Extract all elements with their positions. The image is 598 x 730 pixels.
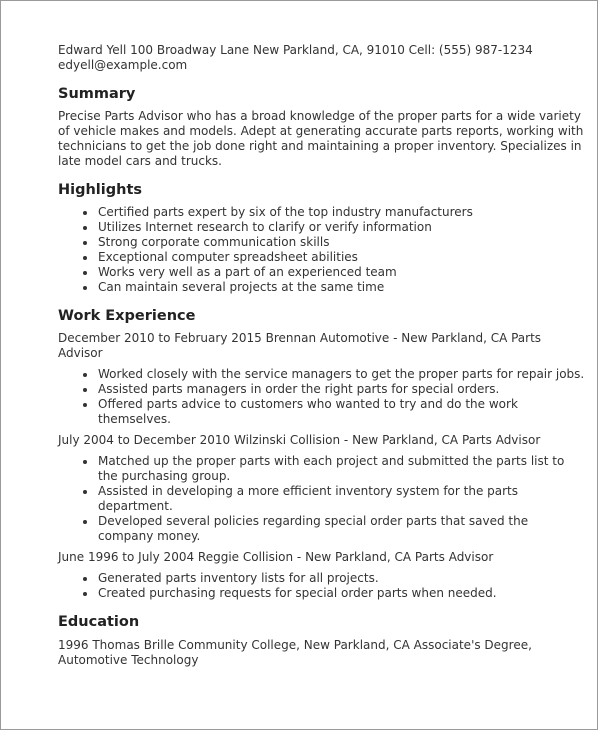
job-bullet: Generated parts inventory lists for all projects. — [98, 571, 586, 586]
job-header: June 1996 to July 2004 Reggie Collision - New Parkland, CA Parts Advisor — [58, 550, 494, 564]
education-text: 1996 Thomas Brille Community College, New Parkland, CA Associate's Degree, Automotive Technology — [58, 638, 532, 667]
summary-heading: Summary — [58, 86, 136, 102]
job-bullet: Offered parts advice to customers who wanted to try and do the work themselves. — [98, 397, 586, 427]
resume-content — [58, 43, 586, 668]
work-experience-heading: Work Experience — [58, 308, 196, 324]
contact-block — [58, 43, 586, 73]
education-heading: Education — [58, 614, 140, 630]
job-bullets — [58, 367, 586, 427]
highlight-item: Strong corporate communication skills — [98, 235, 586, 250]
job-bullet: Created purchasing requests for special order parts when needed. — [98, 586, 586, 601]
highlights-heading: Highlights — [58, 182, 143, 198]
job-bullet: Worked closely with the service managers to get the proper parts for repair jobs. — [98, 367, 585, 381]
job-bullet: Developed several policies regarding special order parts that saved the company money. — [98, 514, 586, 544]
highlight-item: Exceptional computer spreadsheet abilities — [98, 250, 586, 265]
highlight-item: Certified parts expert by six of the top industry manufacturers — [98, 205, 586, 220]
contact-email: edyell@example.com — [58, 58, 188, 72]
highlight-item: Works very well as a part of an experienced team — [98, 265, 586, 280]
job-bullet: Assisted in developing a more efficient inventory system for the parts department. — [98, 484, 586, 514]
job-bullets — [58, 454, 586, 544]
highlights-list — [58, 205, 586, 295]
highlight-item: Utilizes Internet research to clarify or verify information — [98, 220, 586, 235]
job-bullet: Matched up the proper parts with each project and submitted the parts list to the purchasing group. — [98, 454, 586, 484]
job-header: December 2010 to February 2015 Brennan Automotive - New Parkland, CA Parts Advisor — [58, 331, 542, 360]
contact-line: Edward Yell 100 Broadway Lane New Parkland, CA, 91010 Cell: (555) 987-1234 — [58, 43, 533, 57]
highlight-item: Can maintain several projects at the same time — [98, 280, 586, 295]
summary-text: Precise Parts Advisor who has a broad knowledge of the proper parts for a wide variety of vehicle makes and models. Adept at generating accurate parts reports, working with technicians to get the job done right and maintaining a proper inventory. Specializes in late model cars and trucks. — [58, 109, 584, 168]
job-header: July 2004 to December 2010 Wilzinski Collision - New Parkland, CA Parts Advisor — [58, 433, 541, 447]
job-bullet: Assisted parts managers in order the right parts for special orders. — [98, 382, 586, 397]
job-bullets — [58, 571, 586, 601]
